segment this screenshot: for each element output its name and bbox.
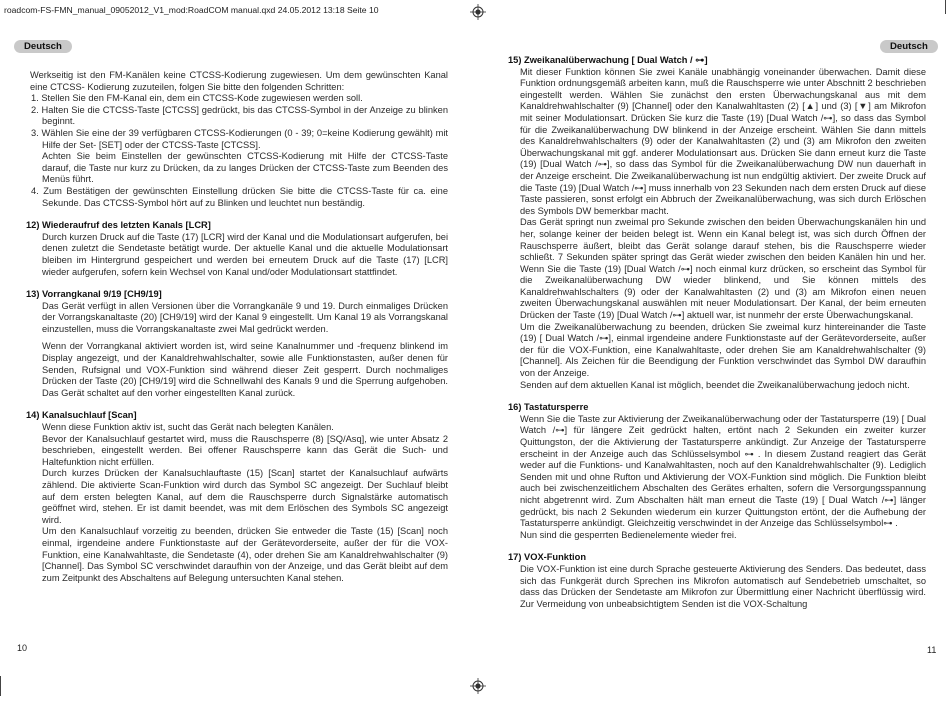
ctcss-step-3-note: Achten Sie beim Einstellen der gewünschten CTCSS-Kodierung mit Hilfe der CTCSS-Taste darauf, die Taste nur kurz zu Drücken, da zu langes Drücken der CTCSS-Taste zum Beenden des Menüs führt.: [42, 151, 448, 185]
section-14-para-4: Um den Kanalsuchlauf vorzeitig zu beenden, drücken Sie entweder die Taste (15) [Scan] noch einmal, irgendeine andere Funktionstaste auf der Gerätevorderseite, außer der für die VOX-Funktion, eine Kanalwahltaste, die Sendetaste (4), oder drehen Sie am Kanaldrehwahlschalter (9) [Channel]. Das Symbol SC verschwindet daraufhin von der Anzeige, und das Gerät bleibt auf dem zum Zeitpunkt des Abschaltens auf Belegung untersuchten Kanal stehen.: [42, 526, 448, 583]
language-tab-left: Deutsch: [14, 40, 72, 53]
ctcss-step-2: 2. Halten Sie die CTCSS-Taste [CTCSS] gedrückt, bis das CTCSS-Symbol in der Anzeige zu blinken beginnt.: [31, 104, 448, 127]
ctcss-step-1: 1. Stellen Sie den FM-Kanal ein, dem ein CTCSS-Kode zugewiesen werden soll.: [31, 93, 363, 104]
page-number-right: 11: [927, 645, 937, 655]
section-12-title: 12) Wiederaufruf des letzten Kanals [LCR]: [26, 220, 211, 231]
right-page: [508, 55, 926, 610]
file-info-header: roadcom-FS-FMN_manual_09052012_V1_mod:RoadCOM manual.qxd 24.05.2012 13:18 Seite 10: [4, 5, 379, 15]
ctcss-step-3: 3. Wählen Sie eine der 39 verfügbaren CTCSS-Kodierungen (0 - 39; 0=keine Kodierung gewählt) mit Hilfe der Set- [SET] oder der CTCSS-Taste [CTCSS].: [31, 127, 448, 150]
crop-mark: [0, 676, 1, 696]
registration-mark-icon: [470, 678, 486, 694]
language-tab-right: Deutsch: [880, 40, 938, 53]
section-12-body: Durch kurzen Druck auf die Taste (17) [LCR] wird der Kanal und die Modulationsart aufgerufen, bei denen zuletzt die Sendetaste betätigt wurde. Der aktuelle Kanal und die aktuelle Modulationsart bleiben im Hintergrund gespeichert und werden bei erneutem Druck auf die Taste (17) [LCR] wieder aufgerufen, sofern kein Wechsel von Kanal und/oder Modulationsart stattfindet.: [42, 231, 449, 277]
section-14-para-2: Bevor der Kanalsuchlauf gestartet wird, muss die Rauschsperre (8) [SQ/Asq], wie unter Absatz 2 beschrieben, eingestellt werden. Bei offener Rauschsperre kann das Gerät die Such- und Haltefunktion nicht erfüllen.: [42, 433, 448, 467]
section-16-title: 16) Tastatursperre: [508, 402, 589, 413]
crop-mark: [945, 0, 946, 14]
section-13-body-1: Das Gerät verfügt in allen Versionen über die Vorrangkanäle 9 und 19. Durch einmaliges Drücken der Vorrangskanaltaste (20) [CH9/19] wird der Kanal 9 eingestellt. Um Kanal 19 als Vorrangskanal einzustellen, muss die Vorrangskanaltaste zwei Mal gedrückt werden.: [42, 300, 448, 334]
section-17-body: Die VOX-Funktion ist eine durch Sprache gesteuerte Aktivierung des Senders. Das bedeutet, dass sich das Funkgerät durch Sprechen ins Mikrofon automatisch auf Sendebetrieb umschaltet, so dass das Drücken der Sendetaste am Mikrofon zur Übermittlung einer Nachricht überflüssig wird. Zur Vermeidung von unbeabsichtigtem Senden ist die VOX-Schaltung: [520, 563, 926, 609]
section-15-body-3: Um die Zweikanalüberwachung zu beenden, drücken Sie zweimal kurz hintereinander die Taste (19) [ Dual Watch /⊶], einmal irgendeine andere Funktionstaste auf der Gerätevorderseite, außer der für die VOX-Funktion, eine Kanalwahltaste, oder drehen Sie am Kanaldrehwahlschalter (9) [Channel]. Als Zeichen für die Beendigung der Funktion verschwindet das Symbol DW daraufhin von der Anzeige.: [520, 321, 926, 379]
ctcss-step-4: 4. Zum Bestätigen der gewünschten Einstellung drücken Sie bitte die CTCSS-Taste für ca. eine Sekunde. Das CTCSS-Symbol hört auf zu Blinken und leuchtet nun beständig.: [31, 185, 448, 208]
section-14-para-3: Durch kurzes Drücken der Kanalsuchlauftaste (15) [Scan] startet der Kanalsuchlauf aufwärts zählend. Die aktivierte Scan-Funktion wird durch das Symbol SC angezeigt. Der Suchlauf bleibt auf dem ersten belegten Kanal, auf dem die Rauschsperre durch Signalstärke automatisch geöffnet wird, stehen. Er ist damit beendet, was mit dem Erlöschen des Symbols SC angezeigt wird.: [42, 468, 448, 525]
section-17-title: 17) VOX-Funktion: [508, 552, 586, 563]
ctcss-intro: Werkseitig ist den FM-Kanälen keine CTCSS-Kodierung zugewiesen. Um dem gewünschten Kanal eine CTCSS- Kodierung zuzuteilen, folgen Sie bitte den folgenden Schritten:: [30, 70, 448, 92]
section-13-title: 13) Vorrangkanal 9/19 [CH9/19]: [26, 289, 162, 300]
section-14-para-1: Wenn diese Funktion aktiv ist, sucht das Gerät nach belegten Kanälen.: [42, 422, 334, 433]
section-16-body-2: Nun sind die gesperrten Bedienelemente wieder frei.: [520, 529, 737, 540]
section-16-body-1: Wenn Sie die Taste zur Aktivierung der Zweikanalüberwachung oder der Tastatursperre (19) [ Dual Watch /⊶] für längere Zeit gedrückt halten, ertönt nach 2 Sekunden ein zweiter kurzer Quittungston, der die Aktivierung der Tastatursperre ankündigt. Zur Anzeige der Tastatursperre erscheint in der Anzeige auch das Schlüsselsymbol ⊶ . In diesem Zustand reagiert das Gerät weder auf die Funktions- und Kanalwahltasten, noch auf den Kanaldrehwahlschalter (9). Lediglich Senden mit und ohne Rufton und Aktivierung der VOX-Funktion sind möglich. Die Funktion bleibt auch bei zwischenzeitlichem Abschalten des Gerätes erhalten, sofern die Versorgungsspannung nicht abgetrennt wird. Zum Abschalten hält man erneut die Taste (19) [ Dual Watch /⊶] länger gedrückt, bis nach 2 Sekunden wiederum ein kurzer Quittungston ertönt, der die Aufhebung der Tastatursperre ankündigt. Gleichzeitig verschwindet in der Anzeige das Schlüsselsymbol⊶ .: [520, 413, 926, 529]
section-15-body-2: Das Gerät springt nun zweimal pro Sekunde zwischen den beiden Überwachungskanälen hin und her, solange keiner der beiden belegt ist. Wenn ein Kanal belegt ist, was sich durch Öffnen der Rauschsperre äußert, bleibt das Gerät solange darauf stehen, bis die Rauschsperre wieder schließt. 7 Sekunden später springt das Gerät wieder zwischen den beiden Kanälen hin und her. Wenn Sie die Taste (19) [Dual Watch /⊶] noch einmal kurz drücken, so erscheint das Symbol für die Zweikanalüberwachung DW wieder blinkend, und Sie können mittels des Kanaldrehwahlschalters (9) oder der Kanalwahltasten (2) und (3) am Mikrofon einen neuen zweiten Überwachungskanal auswählen mit neuer Modulationsart. Der Kanal, der beim erneuten Drücken der Taste (19) [Dual Watch /⊶] aktuell war, ist nunmehr der erste Überwachungskanal.: [520, 217, 926, 321]
section-15-title: 15) Zweikanalüberwachung [ Dual Watch / ⊶]: [508, 55, 708, 65]
section-15-body-1: Mit dieser Funktion können Sie zwei Kanäle unabhängig voneinander überwachen. Damit diese Funktion ordnungsgemäß arbeiten kann, muß die Rauschsperre wie unter Abschnitt 2 beschrieben eingestellt werden. Wählen Sie zunächst den ersten Überwachungskanal aus mit dem Kanaldrehwahlschalter (9) [Channel] oder den Kanalwahltasten (2) [▲] und (3) [▼] am Mikrofon mit seiner Modulationsart. Drücken Sie kurz die Taste (19) [Dual Watch /⊶], so dass das Symbol für die Zweikanalüberwachung DW blinkend in der Anzeige erscheint. Wählen Sie dann mittels des Kanaldrehwahlschalters (9) oder der Kanalwahltasten (2) und (3) am Mikrofon den zweiten Überwachungskanal mit ggf. anderer Modulationsart aus. Drücken Sie dann erneut kurz die Taste (19) [Dual Watch /⊶], so dass das Symbol für die Zweikanalüberwachung DW nun dauerhaft in der Anzeige erscheint. Die Zweikanalüberwachung ist nun endgültig aktiviert. Der zweite Druck auf die Taste (19) [Dual Watch /⊶] muss innerhalb von 23 Sekunden nach dem ersten Druck auf diese Taste passieren, sonst erfolgt ein Abbruch der Zweikanalüberwachung, was sich durch Erlöschen des Symbols DW bemerkbar macht.: [520, 66, 926, 216]
page-number-left: 10: [17, 643, 28, 653]
section-14-title: 14) Kanalsuchlauf [Scan]: [26, 410, 137, 421]
left-page: [26, 70, 449, 584]
registration-mark-icon: [470, 4, 486, 20]
section-13-body-2: Wenn der Vorrangkanal aktiviert worden ist, wird seine Kanalnummer und -frequenz blinkend im Display angezeigt, und der Kanaldrehwahlschalter, sowie alle Funktionstasten, außer denen für Senden, Rufsignal und VOX-Funktion sind während dieser Zeit gesperrt. Durch nochmaliges Drücken der Taste (20) [CH9/19] wird die Schnellwahl des Kanals 9 und die Sperrung aufgehoben. Das Gerät schaltet auf den vorher eingestellten Kanal zurück.: [42, 341, 448, 398]
section-15-body-4: Senden auf dem aktuellen Kanal ist möglich, beendet die Zweikanalüberwachung jedoch nicht.: [520, 379, 910, 390]
